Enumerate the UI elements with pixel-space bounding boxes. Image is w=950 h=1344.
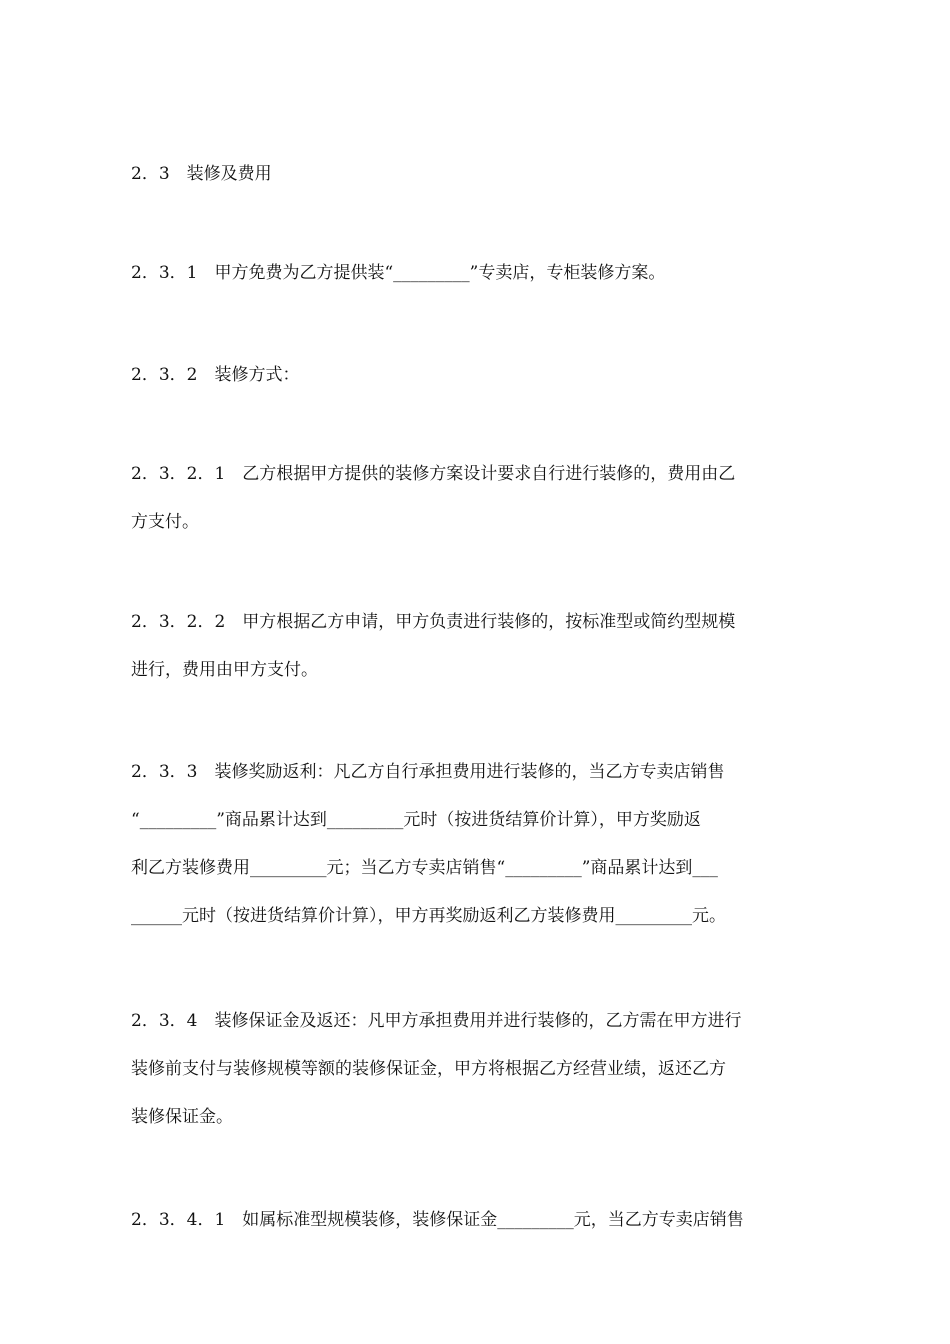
text-line: 2．3．4 装修保证金及返还：凡甲方承担费用并进行装修的，乙方需在甲方进行 [131, 1011, 742, 1031]
text-line: 装修保证金。 [131, 1107, 233, 1127]
clause-2-3-1 [131, 260, 831, 286]
clause-2-3-2-2 [131, 609, 831, 683]
clause-2-3-3 [131, 759, 831, 929]
text-line: 2．3．4．1 如属标准型规模装修，装修保证金_________元，当乙方专卖店销售 [131, 1210, 744, 1230]
text-line: 2．3 装修及费用 [131, 164, 272, 184]
text-line: 利乙方装修费用_________元；当乙方专卖店销售“_________”商品累计达到___ [131, 858, 718, 878]
text-line: 2．3．2．2 甲方根据乙方申请，甲方负责进行装修的，按标准型或简约型规模 [131, 612, 736, 632]
clause-2-3-2 [131, 362, 831, 388]
text-line: ______元时（按进货结算价计算），甲方再奖励返利乙方装修费用_________元。 [131, 906, 726, 926]
text-line: 2．3．1 甲方免费为乙方提供装“_________”专卖店，专柜装修方案。 [131, 263, 666, 283]
text-line: 2．3．2 装修方式： [131, 365, 300, 385]
clause-2-3-4-1 [131, 1207, 831, 1233]
text-line: 方支付。 [131, 512, 199, 532]
text-line: 装修前支付与装修规模等额的装修保证金，甲方将根据乙方经营业绩，返还乙方 [131, 1059, 726, 1079]
text-line: “_________”商品累计达到_________元时（按进货结算价计算），甲方奖励返 [131, 810, 701, 830]
text-line: 2．3．2．1 乙方根据甲方提供的装修方案设计要求自行进行装修的，费用由乙 [131, 464, 736, 484]
clause-2-3-4 [131, 1008, 831, 1130]
text-line: 进行，费用由甲方支付。 [131, 660, 318, 680]
section-heading-2-3 [131, 161, 831, 187]
text-line: 2．3．3 装修奖励返利：凡乙方自行承担费用进行装修的，当乙方专卖店销售 [131, 762, 725, 782]
clause-2-3-2-1 [131, 461, 831, 535]
